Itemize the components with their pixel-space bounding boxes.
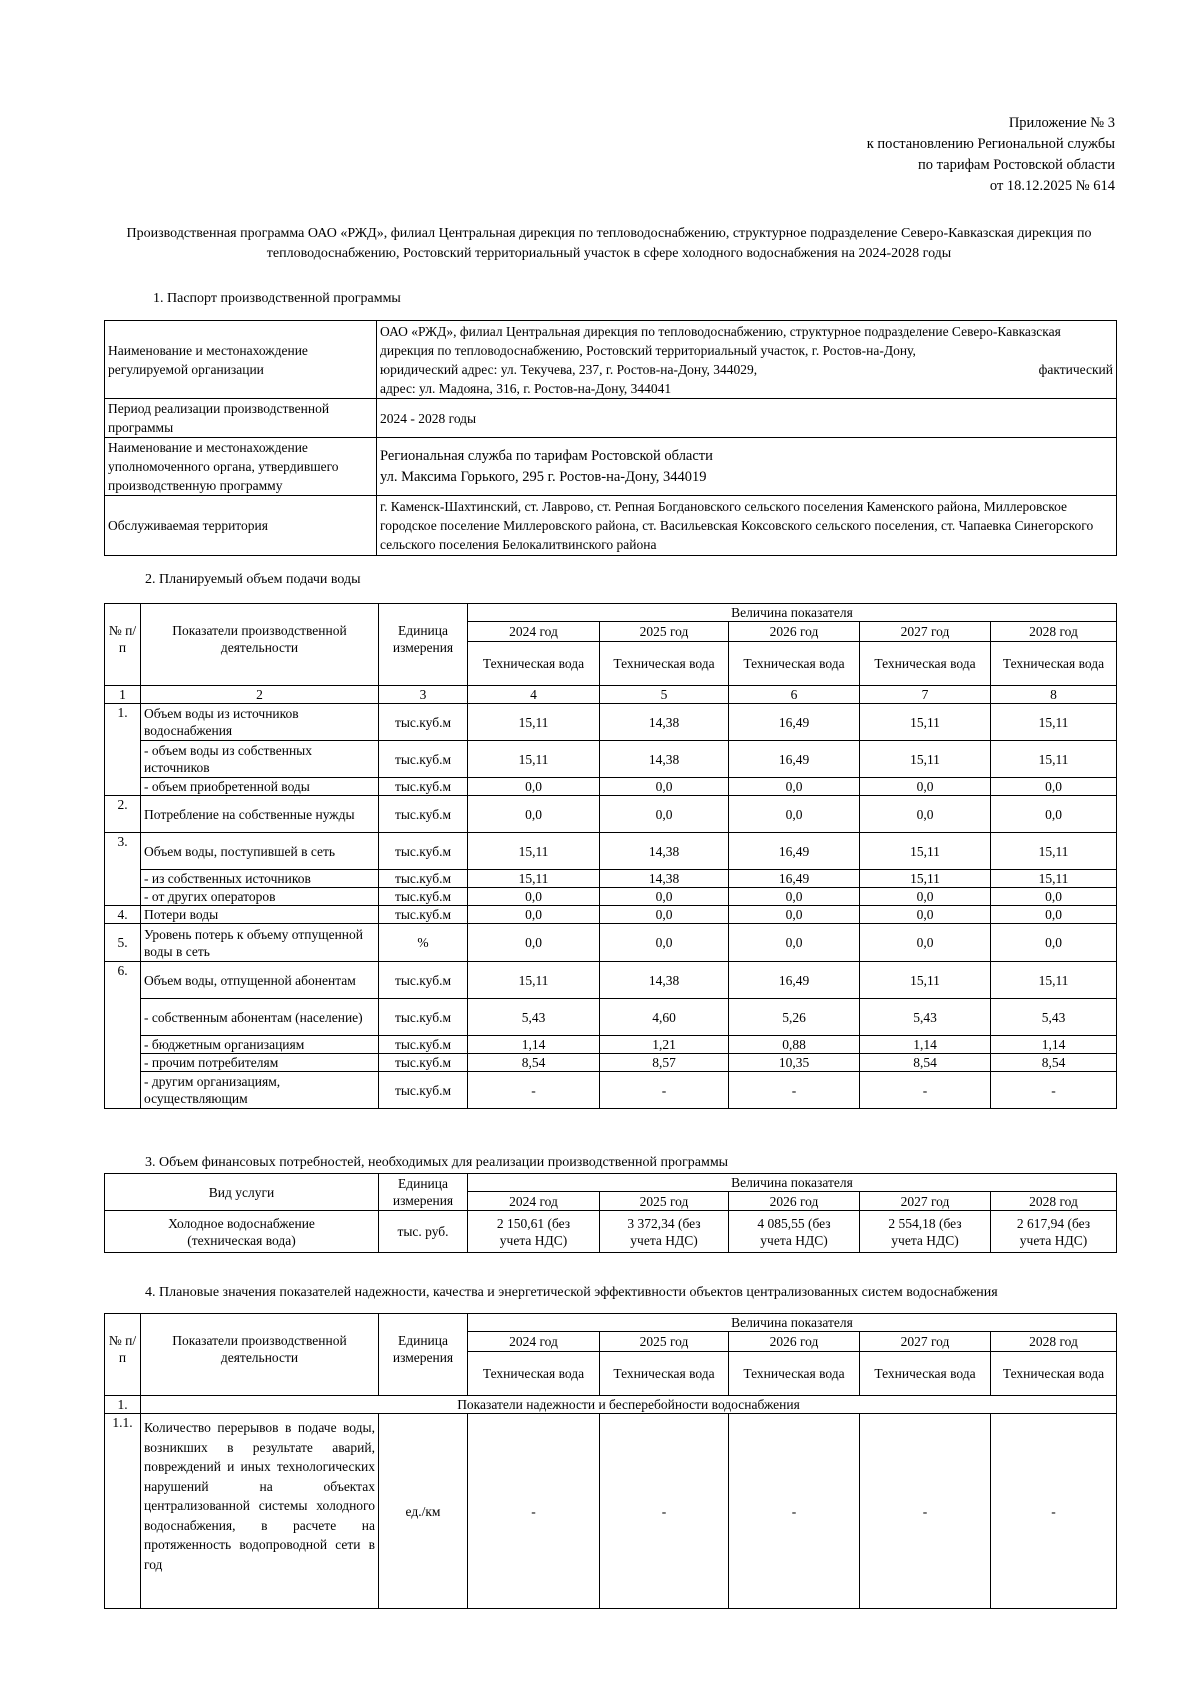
row-unit: тыс. руб. xyxy=(379,1211,468,1253)
appendix-line-1: Приложение № 3 xyxy=(1008,115,1115,131)
table-row xyxy=(105,906,1117,924)
head-year-2024: 2024 год xyxy=(468,1192,600,1211)
head-year-2025: 2025 год xyxy=(600,1192,729,1211)
row-value: - xyxy=(468,1414,600,1609)
row-value: 16,49 xyxy=(729,870,860,888)
col-number: 1 xyxy=(105,686,141,704)
row-name: Количество перерывов в подаче воды, возникших в результате аварий, повреждений и иных технологических нарушений на объектах централизованной системы холодного водоснабжения, в расчете на протяженность водопроводной сети в год xyxy=(141,1414,379,1609)
row-value: 0,0 xyxy=(729,906,860,924)
row-unit: тыс.куб.м xyxy=(379,833,468,870)
row-value: 15,11 xyxy=(991,833,1117,870)
row-value: - xyxy=(468,1072,600,1109)
row-unit: тыс.куб.м xyxy=(379,1072,468,1109)
row-name: - из собственных источников xyxy=(141,870,379,888)
table-row xyxy=(105,1036,1117,1054)
head-num: № п/п xyxy=(105,604,141,686)
financial-needs-table xyxy=(104,1173,1117,1253)
row-value: 0,0 xyxy=(860,888,991,906)
row-value: 0,0 xyxy=(860,924,991,962)
appendix-header xyxy=(867,113,1115,197)
table-row xyxy=(105,999,1117,1036)
passport-value-authority xyxy=(377,438,1117,496)
water-supply-table xyxy=(104,603,1117,1109)
row-value: 15,11 xyxy=(860,870,991,888)
row-value: 0,0 xyxy=(729,778,860,796)
col-number: 6 xyxy=(729,686,860,704)
row-name: Потери воды xyxy=(141,906,379,924)
head-year-2028: 2028 год xyxy=(991,1332,1117,1352)
row-value: 0,0 xyxy=(860,906,991,924)
row-name: Объем воды, отпущенной абонентам xyxy=(141,962,379,999)
row-value: - xyxy=(991,1414,1117,1609)
row-value: 5,43 xyxy=(860,999,991,1036)
row-unit: тыс.куб.м xyxy=(379,741,468,778)
row-value: 0,0 xyxy=(991,906,1117,924)
row-unit: ед./км xyxy=(379,1414,468,1609)
passport-label-authority: Наименование и местонахождение уполномоченного органа, утвердившего производственную программу xyxy=(105,438,377,496)
row-value: 0,0 xyxy=(729,924,860,962)
row-value: 15,11 xyxy=(468,962,600,999)
head-indicator: Показатели производственной деятельности xyxy=(141,604,379,686)
head-water-2024: Техническая вода xyxy=(468,1352,600,1396)
row-value: 0,0 xyxy=(600,888,729,906)
row-value: 0,0 xyxy=(600,924,729,962)
col-number: 5 xyxy=(600,686,729,704)
table-row xyxy=(105,870,1117,888)
row-value: 15,11 xyxy=(860,741,991,778)
table-row xyxy=(105,796,1117,833)
row-value: 15,11 xyxy=(468,704,600,741)
row-value: 14,38 xyxy=(600,704,729,741)
row-value: 3 372,34 (без учета НДС) xyxy=(600,1211,729,1253)
head-water-2025: Техническая вода xyxy=(600,1352,729,1396)
row-value: 1,21 xyxy=(600,1036,729,1054)
section-3-title: 3. Объем финансовых потребностей, необходимых для реализации производственной программы xyxy=(145,1155,729,1170)
head-water-2027: Техническая вода xyxy=(860,642,991,686)
reliability-table xyxy=(104,1313,1117,1609)
row-value: - xyxy=(860,1072,991,1109)
passport-value-territory: г. Каменск-Шахтинский, ст. Лаврово, ст. Репная Богдановского сельского поселения Каменского района, Миллеровское городское поселение Миллеровского района, ст. Васильевская Коксовского сельского поселения, ст. Чапаевка Синегорского сельского поселения Белокалитвинского района xyxy=(377,496,1117,556)
head-year-2027: 2027 год xyxy=(860,622,991,642)
row-num: 6. xyxy=(105,962,141,1109)
row-value: 0,0 xyxy=(600,778,729,796)
head-indicator: Показатели производственной деятельности xyxy=(141,1314,379,1396)
row-value: 0,0 xyxy=(860,778,991,796)
row-unit: % xyxy=(379,924,468,962)
table-row xyxy=(105,778,1117,796)
row-num: 1.1. xyxy=(105,1414,141,1609)
row-value: - xyxy=(729,1414,860,1609)
head-year-2026: 2026 год xyxy=(729,622,860,642)
table-row xyxy=(105,704,1117,741)
passport-org-fact: адрес: ул. Мадояна, 316, г. Ростов-на-Дону, 344041 xyxy=(380,380,672,396)
row-value: 14,38 xyxy=(600,870,729,888)
row-value: 4 085,55 (без учета НДС) xyxy=(729,1211,860,1253)
row-value: 15,11 xyxy=(991,704,1117,741)
row-value: 10,35 xyxy=(729,1054,860,1072)
row-unit: тыс.куб.м xyxy=(379,870,468,888)
row-value: 5,43 xyxy=(468,999,600,1036)
head-water-2027: Техническая вода xyxy=(860,1352,991,1396)
passport-org-fact-word: фактический xyxy=(1038,361,1113,377)
document-title: Производственная программа ОАО «РЖД», филиал Центральная дирекция по тепловодоснабжению, структурное подразделение Северо-Кавказская дирекция по тепловодоснабжению, Ростовский территориальный участок в сфере холодного водоснабжения на 2024-2028 годы xyxy=(126,226,1092,261)
head-water-2028: Техническая вода xyxy=(991,642,1117,686)
passport-value-period: 2024 - 2028 годы xyxy=(377,399,1117,438)
row-unit: тыс.куб.м xyxy=(379,1036,468,1054)
row-value: 0,0 xyxy=(991,888,1117,906)
table-row xyxy=(105,888,1117,906)
head-year-2027: 2027 год xyxy=(860,1332,991,1352)
row-value: 15,11 xyxy=(468,870,600,888)
table-row xyxy=(105,1414,1117,1609)
passport-org-name: ОАО «РЖД», филиал Центральная дирекция по тепловодоснабжению, структурное подразделение Северо-Кавказская дирекция по тепловодоснабжению, Ростовский территориальный участок, г. Ростов-на-Дону, xyxy=(380,323,1061,358)
group-num: 1. xyxy=(105,1396,141,1414)
row-unit: тыс.куб.м xyxy=(379,1054,468,1072)
row-value: 15,11 xyxy=(468,833,600,870)
head-year-2026: 2026 год xyxy=(729,1192,860,1211)
row-value: 16,49 xyxy=(729,962,860,999)
row-value: 16,49 xyxy=(729,704,860,741)
row-value: 8,54 xyxy=(991,1054,1117,1072)
passport-label-organization: Наименование и местонахождение регулируемой организации xyxy=(105,321,377,399)
row-value: 0,0 xyxy=(468,796,600,833)
head-num: № п/п xyxy=(105,1314,141,1396)
row-name: - прочим потребителям xyxy=(141,1054,379,1072)
head-water-2025: Техническая вода xyxy=(600,642,729,686)
row-value: 2 150,61 (без учета НДС) xyxy=(468,1211,600,1253)
row-value: - xyxy=(860,1414,991,1609)
head-value-group: Величина показателя xyxy=(468,1314,1117,1332)
head-year-2028: 2028 год xyxy=(991,622,1117,642)
row-unit: тыс.куб.м xyxy=(379,906,468,924)
row-name: - объем воды из собственных источников xyxy=(141,741,379,778)
row-value: 0,0 xyxy=(468,924,600,962)
row-value: - xyxy=(600,1072,729,1109)
row-unit: тыс.куб.м xyxy=(379,778,468,796)
row-name: Уровень потерь к объему отпущенной воды в сеть xyxy=(141,924,379,962)
row-value: 14,38 xyxy=(600,833,729,870)
row-name: - другим организациям, осуществляющим xyxy=(141,1072,379,1109)
row-value: 15,11 xyxy=(860,962,991,999)
row-value: 0,0 xyxy=(600,906,729,924)
row-value: 14,38 xyxy=(600,741,729,778)
table-row xyxy=(105,962,1117,999)
passport-label-territory: Обслуживаемая территория xyxy=(105,496,377,556)
row-num: 2. xyxy=(105,796,141,833)
row-value: 15,11 xyxy=(860,833,991,870)
head-service: Вид услуги xyxy=(105,1174,379,1211)
row-value: 16,49 xyxy=(729,741,860,778)
row-value: 1,14 xyxy=(991,1036,1117,1054)
section-2-title: 2. Планируемый объем подачи воды xyxy=(145,572,361,587)
passport-authority-name: Региональная служба по тарифам Ростовской области xyxy=(380,447,713,464)
row-value: 0,88 xyxy=(729,1036,860,1054)
passport-org-legal-row xyxy=(380,360,1113,379)
row-value: 15,11 xyxy=(991,741,1117,778)
row-value: 8,57 xyxy=(600,1054,729,1072)
row-num: 4. xyxy=(105,906,141,924)
appendix-line-2: к постановлению Региональной службы xyxy=(866,136,1115,152)
row-value: 0,0 xyxy=(991,924,1117,962)
head-water-2026: Техническая вода xyxy=(729,642,860,686)
row-unit: тыс.куб.м xyxy=(379,888,468,906)
row-unit: тыс.куб.м xyxy=(379,962,468,999)
row-name: Потребление на собственные нужды xyxy=(141,796,379,833)
head-water-2024: Техническая вода xyxy=(468,642,600,686)
passport-table xyxy=(104,320,1117,556)
row-value: 0,0 xyxy=(468,906,600,924)
row-value: - xyxy=(729,1072,860,1109)
row-service: Холодное водоснабжение (техническая вода) xyxy=(105,1211,379,1253)
row-value: - xyxy=(600,1414,729,1609)
row-value: 14,38 xyxy=(600,962,729,999)
row-value: 8,54 xyxy=(860,1054,991,1072)
row-value: 1,14 xyxy=(860,1036,991,1054)
row-name: Объем воды, поступившей в сеть xyxy=(141,833,379,870)
row-value: 2 554,18 (без учета НДС) xyxy=(860,1211,991,1253)
row-num: 3. xyxy=(105,833,141,906)
row-value: 1,14 xyxy=(468,1036,600,1054)
row-value: 15,11 xyxy=(991,870,1117,888)
section-1-title: 1. Паспорт производственной программы xyxy=(153,291,401,306)
col-number: 2 xyxy=(141,686,379,704)
col-number: 3 xyxy=(379,686,468,704)
head-year-2028: 2028 год xyxy=(991,1192,1117,1211)
head-value-group: Величина показателя xyxy=(468,604,1117,622)
head-water-2028: Техническая вода xyxy=(991,1352,1117,1396)
table-row xyxy=(105,1072,1117,1109)
row-value: 15,11 xyxy=(991,962,1117,999)
row-name: - от других операторов xyxy=(141,888,379,906)
row-value: - xyxy=(991,1072,1117,1109)
row-value: 8,54 xyxy=(468,1054,600,1072)
table-row xyxy=(105,833,1117,870)
passport-label-period: Период реализации производственной программы xyxy=(105,399,377,438)
row-value: 4,60 xyxy=(600,999,729,1036)
table-row xyxy=(105,1054,1117,1072)
row-value: 0,0 xyxy=(729,796,860,833)
row-value: 0,0 xyxy=(468,888,600,906)
row-value: 0,0 xyxy=(468,778,600,796)
head-year-2025: 2025 год xyxy=(600,622,729,642)
row-num: 5. xyxy=(105,924,141,962)
group-row xyxy=(105,1396,1117,1414)
head-year-2024: 2024 год xyxy=(468,622,600,642)
head-unit: Единица измерения xyxy=(379,1174,468,1211)
row-value: 0,0 xyxy=(860,796,991,833)
row-value: 2 617,94 (без учета НДС) xyxy=(991,1211,1117,1253)
head-value-group: Величина показателя xyxy=(468,1174,1117,1192)
head-year-2025: 2025 год xyxy=(600,1332,729,1352)
head-year-2027: 2027 год xyxy=(860,1192,991,1211)
passport-authority-address: ул. Максима Горького, 295 г. Ростов-на-Дону, 344019 xyxy=(380,468,707,485)
row-value: 0,0 xyxy=(729,888,860,906)
col-number: 7 xyxy=(860,686,991,704)
head-unit: Единица измерения xyxy=(379,1314,468,1396)
row-value: 15,11 xyxy=(468,741,600,778)
col-number: 8 xyxy=(991,686,1117,704)
table-row xyxy=(105,741,1117,778)
appendix-line-4: от 18.12.2025 № 614 xyxy=(989,178,1115,194)
passport-value-organization xyxy=(377,321,1117,399)
passport-org-legal: юридический адрес: ул. Текучева, 237, г. Ростов-на-Дону, 344029, xyxy=(380,361,758,377)
group-label: Показатели надежности и бесперебойности водоснабжения xyxy=(141,1396,1117,1414)
row-value: 0,0 xyxy=(991,778,1117,796)
row-unit: тыс.куб.м xyxy=(379,999,468,1036)
col-number: 4 xyxy=(468,686,600,704)
table-row xyxy=(105,1211,1117,1253)
row-value: 16,49 xyxy=(729,833,860,870)
row-unit: тыс.куб.м xyxy=(379,796,468,833)
row-name: Объем воды из источников водоснабжения xyxy=(141,704,379,741)
row-value: 0,0 xyxy=(600,796,729,833)
row-value: 5,43 xyxy=(991,999,1117,1036)
head-year-2024: 2024 год xyxy=(468,1332,600,1352)
row-name: - собственным абонентам (население) xyxy=(141,999,379,1036)
head-water-2026: Техническая вода xyxy=(729,1352,860,1396)
row-value: 15,11 xyxy=(860,704,991,741)
head-unit: Единица измерения xyxy=(379,604,468,686)
row-name: - бюджетным организациям xyxy=(141,1036,379,1054)
appendix-line-3: по тарифам Ростовской области xyxy=(918,157,1115,173)
row-value: 5,26 xyxy=(729,999,860,1036)
row-name: - объем приобретенной воды xyxy=(141,778,379,796)
head-year-2026: 2026 год xyxy=(729,1332,860,1352)
section-4-title: 4. Плановые значения показателей надежности, качества и энергетической эффективности объектов централизованных систем водоснабжения xyxy=(145,1285,998,1300)
row-num: 1. xyxy=(105,704,141,796)
row-unit: тыс.куб.м xyxy=(379,704,468,741)
table-row xyxy=(105,924,1117,962)
row-value: 0,0 xyxy=(991,796,1117,833)
